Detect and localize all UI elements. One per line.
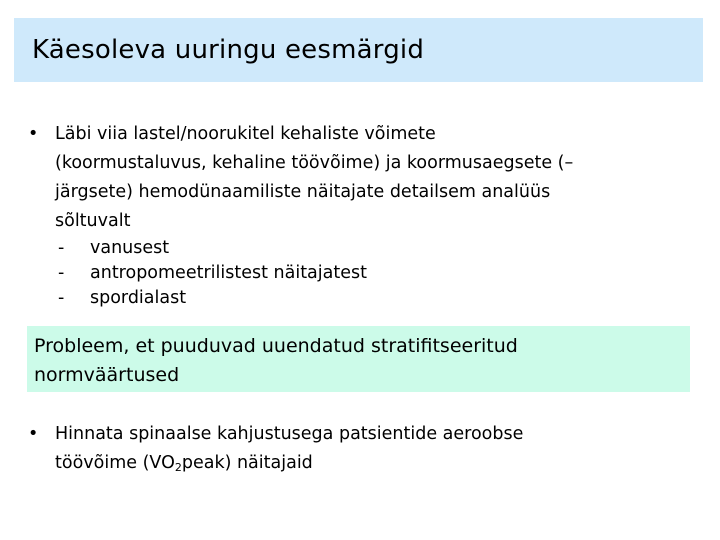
list-item-text: spordialast [90,288,187,308]
list-item-text: vanusest [90,238,170,258]
slide-title: Käesoleva uuringu eesmärgid [32,35,425,65]
title-banner [14,18,703,82]
bullet-text [55,120,573,236]
list-item-text: antropomeetrilistest näitajatest [90,263,367,283]
problem-line: normväärtused [34,364,180,386]
bullet-marker: • [28,424,39,444]
bullet-line: Hinnata spinaalse kahjustusega patsientide aeroobse [55,424,524,444]
problem-line: Probleem, et puuduvad uuendatud stratifitseeritud [34,335,518,357]
bullet-line [55,449,523,482]
dash-marker: - [58,263,65,283]
bullet-line: sõltuvalt [55,211,131,231]
subscript-text: 2 [174,461,182,474]
bullet-line-part: töövõime (VO [55,453,175,473]
dash-marker: - [58,288,65,308]
bullet-marker: • [28,124,39,144]
problem-callout [27,326,690,392]
bullet-line-part: peak) näitajaid [181,453,313,473]
dash-marker: - [58,238,65,258]
bullet-line: Läbi viia lastel/noorukitel kehaliste võimete [55,124,436,144]
bullet-line: (koormustaluvus, kehaline töövõime) ja koormusaegsete (– [55,153,574,173]
bullet-line: järgsete) hemodünaamiliste näitajate detailsem analüüs [55,182,551,202]
bullet-text [55,420,523,482]
